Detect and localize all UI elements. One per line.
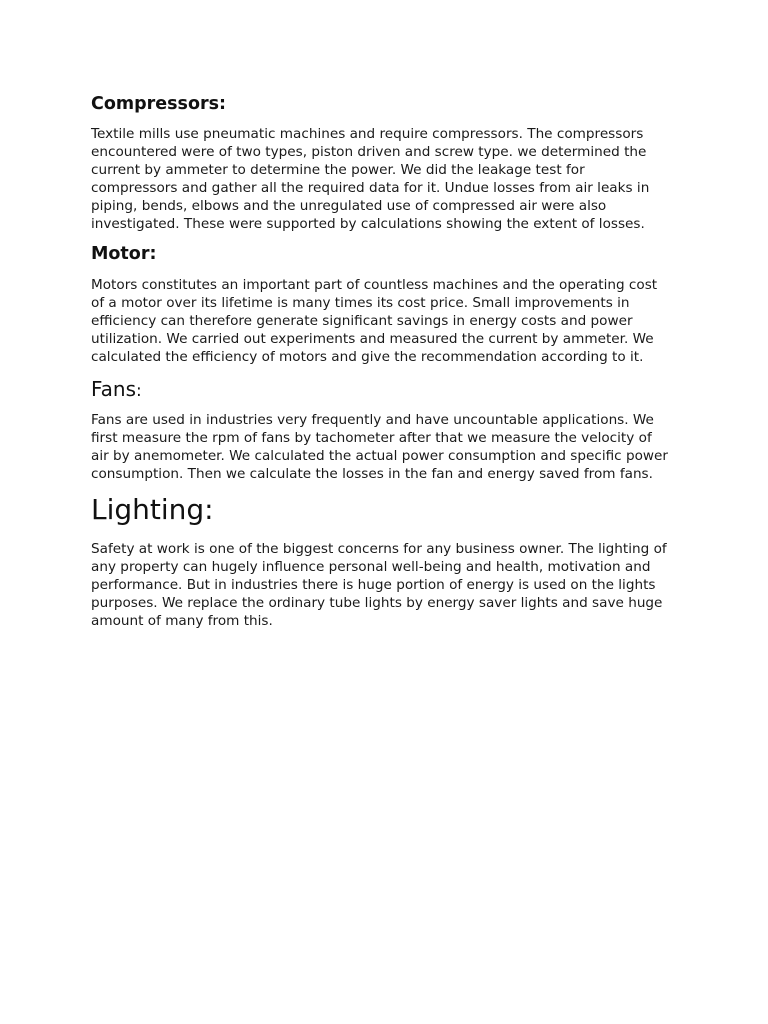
compressors-paragraph: Textile mills use pneumatic machines and require compressors. The compressors encountered were of two types, piston driven and screw type. we determined the current by ammeter to determine the power. We did the leakage test for compressors and gather all the required data for it. Undue losses from air leaks in piping, bends, elbows and the unregulated use of compressed air were also investigated. These were supported by calculations showing the extent of losses.: [91, 126, 650, 232]
lighting-heading: Lighting:: [91, 493, 214, 526]
fans-heading-word: Fans: [91, 377, 137, 401]
compressors-heading: Compressors:: [91, 94, 227, 114]
fans-heading-colon: :: [136, 381, 142, 401]
fans-heading: [91, 376, 142, 404]
motor-paragraph: Motors constitutes an important part of countless machines and the operating cost of a motor over its lifetime is many times its cost price. Small improvements in efficiency can therefore generate significant savings in energy costs and power utilization. We carried out experiments and measured the current by ammeter. We calculated the efficiency of motors and give the recommendation according to it.: [91, 277, 658, 365]
motor-heading: Motor:: [91, 244, 157, 264]
lighting-paragraph: Safety at work is one of the biggest concerns for any business owner. The lighting of any property can hugely influence personal well-being and health, motivation and performance. But in industries there is huge portion of energy is used on the lights purposes. We replace the ordinary tube lights by energy saver lights and save huge amount of many from this.: [91, 541, 667, 629]
fans-paragraph: Fans are used in industries very frequently and have uncountable applications. We first measure the rpm of fans by tachometer after that we measure the velocity of air by anemometer. We calculated the actual power consumption and specific power consumption. Then we calculate the losses in the fan and energy saved from fans.: [91, 412, 668, 482]
